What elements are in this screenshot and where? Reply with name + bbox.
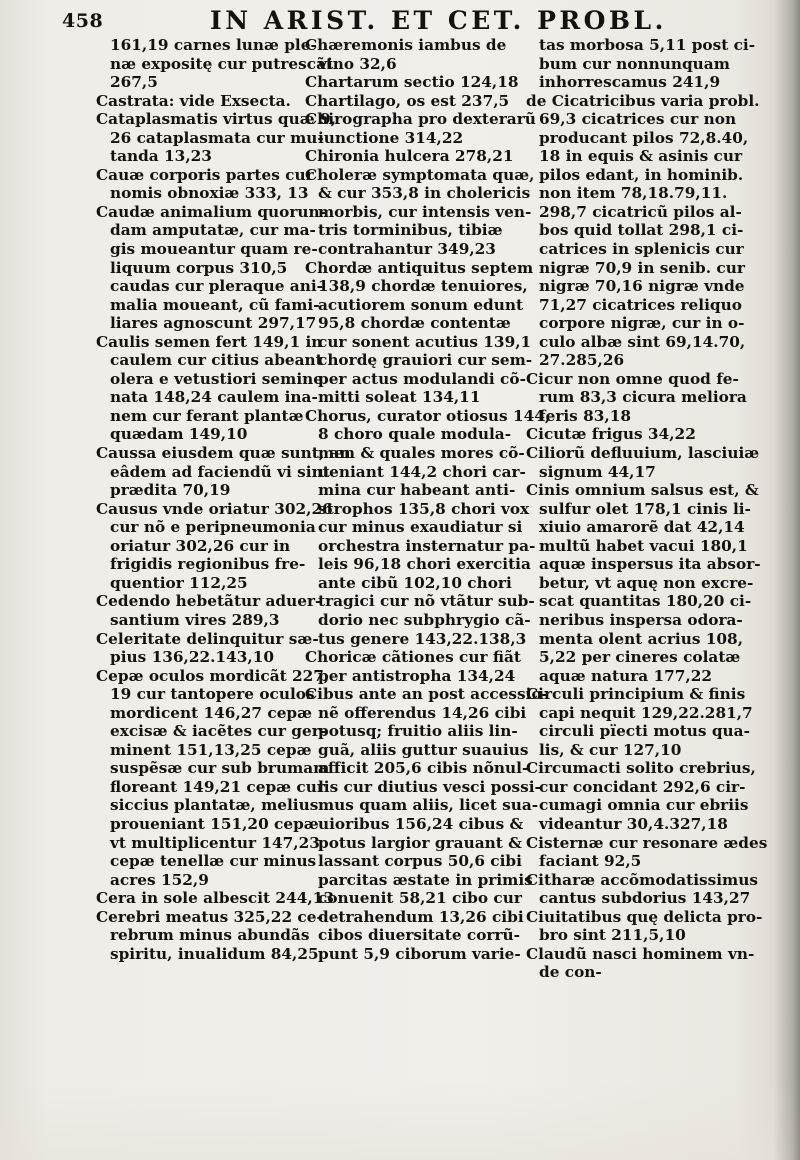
index-line: floreant 149,21 cepæ cur bbox=[110, 777, 325, 796]
index-line: betur, vt aquę non excre- bbox=[539, 573, 754, 592]
index-line: prædita 70,19 bbox=[110, 481, 231, 500]
binding-edge-shadow bbox=[774, 0, 800, 1160]
index-line: 26 cataplasmata cur mu- bbox=[110, 128, 324, 147]
index-line: Castrata: vide Exsecta. bbox=[96, 91, 291, 110]
index-line: malia moueant, cũ fami- bbox=[110, 295, 320, 314]
index-line: lis, & cur 127,10 bbox=[539, 740, 682, 759]
index-line: Cibus ante an post accessio- bbox=[305, 685, 549, 704]
index-line: non item 78,18.79,11. bbox=[539, 184, 728, 203]
index-line: 19 cur tantopere oculos bbox=[110, 685, 315, 704]
index-line: leis 96,18 chori exercitia bbox=[318, 555, 531, 574]
index-line: aquæ inspersus ita absor- bbox=[539, 555, 761, 574]
index-line: rum 83,3 cicura meliora bbox=[539, 388, 747, 407]
index-line: Caudæ animalium quorun- bbox=[96, 202, 327, 221]
index-line: 69,3 cicatrices cur non bbox=[539, 110, 737, 129]
index-line: pilos edant, in hominib. bbox=[539, 165, 744, 184]
index-line: tas morbosa 5,11 post ci- bbox=[539, 36, 756, 54]
index-line: caulem cur citius abeant bbox=[110, 351, 323, 370]
index-line: tris torminibus, tibiæ bbox=[318, 221, 503, 240]
index-line: Cerebri meatus 325,22 ce- bbox=[96, 907, 323, 926]
index-line: orchestra insternatur pa- bbox=[318, 536, 536, 555]
index-line: men & quales mores cõ- bbox=[318, 444, 525, 463]
index-line: nem cur ferant plantæ bbox=[110, 406, 304, 425]
index-line: quædam 149,10 bbox=[110, 425, 248, 444]
index-line: acutiorem sonum edunt bbox=[318, 295, 524, 314]
index-line: nigræ 70,9 in senib. cur bbox=[539, 258, 745, 277]
index-line: conuenit 58,21 cibo cur bbox=[318, 889, 522, 908]
index-line: Cauæ corporis partes cur bbox=[96, 165, 314, 184]
page-number: 458 bbox=[62, 10, 104, 32]
index-line: nẽ offerendus 14,26 cibi bbox=[318, 703, 527, 722]
index-line: 298,7 cicatricũ pilos al- bbox=[539, 202, 742, 221]
index-line: Cepæ oculos mordicãt 227, bbox=[96, 666, 330, 685]
index-column-2 bbox=[305, 36, 551, 963]
index-line: mordicent 146,27 cepæ bbox=[110, 703, 313, 722]
index-line: dam amputatæ, cur ma- bbox=[110, 221, 316, 240]
index-line: Causus vnde oriatur 302,26 bbox=[96, 499, 333, 518]
index-line: cumagi omnia cur ebriis bbox=[539, 796, 749, 815]
index-line: guã, aliis guttur suauius bbox=[318, 740, 529, 759]
index-line: catrices in splenicis cur bbox=[539, 240, 744, 259]
index-line: 8 choro quale modula- bbox=[318, 425, 512, 444]
index-line: quentior 112,25 bbox=[110, 573, 248, 592]
index-line: 161,19 carnes lunæ ple- bbox=[110, 36, 317, 54]
index-line: nomis obnoxiæ 333, 13 bbox=[110, 184, 309, 203]
index-line: afficit 205,6 cibis nõnul- bbox=[318, 759, 529, 778]
index-line: culo albæ sint 69,14.70, bbox=[539, 332, 746, 351]
index-line: Chironia hulcera 278,21 bbox=[305, 147, 514, 166]
index-line: Caulis semen fert 149,1 in bbox=[96, 332, 323, 351]
index-line: 71,27 cicatrices reliquo bbox=[539, 295, 742, 314]
index-line: dorio nec subphrygio cã- bbox=[318, 610, 531, 629]
index-line: 138,9 chordæ tenuiores, bbox=[318, 277, 528, 296]
index-line: potus largior grauant & bbox=[318, 833, 522, 852]
index-line: Chartilago, os est 237,5 bbox=[305, 91, 510, 110]
index-line: Chæremonis iambus de bbox=[305, 36, 507, 54]
index-line: bum cur nonnunquam bbox=[539, 54, 730, 73]
index-line: feris 83,18 bbox=[539, 406, 632, 425]
index-line: Cicur non omne quod fe- bbox=[526, 369, 739, 388]
index-line: Ciuitatibus quę delicta pro- bbox=[526, 907, 763, 926]
index-line: corpore nigræ, cur in o- bbox=[539, 314, 745, 333]
index-line: chordę grauiori cur sem- bbox=[318, 351, 533, 370]
index-line: Cera in sole albescit 244,13 bbox=[96, 889, 334, 908]
index-line: 27.285,26 bbox=[539, 351, 625, 370]
index-line: Caussa eiusdem quæ sunt, an bbox=[96, 444, 351, 463]
index-line: gis moueantur quam re- bbox=[110, 240, 318, 259]
index-line: liares agnoscunt 297,17 bbox=[110, 314, 317, 333]
index-line: neribus inspersa odora- bbox=[539, 610, 743, 629]
index-line: faciant 92,5 bbox=[539, 852, 642, 871]
index-column-3 bbox=[526, 36, 784, 982]
index-line: pius 136,22.143,10 bbox=[110, 648, 274, 667]
index-line: tus genere 143,22.138,3 bbox=[318, 629, 527, 648]
index-line: tragici cur nõ vtãtur sub- bbox=[318, 592, 535, 611]
index-line: suspẽsæ cur sub brumam bbox=[110, 759, 330, 778]
index-line: Cinis omnium salsus est, & bbox=[526, 481, 759, 500]
index-line: Circumacti solito crebrius, bbox=[526, 759, 756, 778]
index-line: 5,22 per cineres colatæ bbox=[539, 648, 741, 667]
index-line: strophos 135,8 chori vox bbox=[318, 499, 530, 518]
index-line: Celeritate delinquitur sæ- bbox=[96, 629, 319, 648]
index-line: Citharæ accõmodatissimus bbox=[526, 870, 758, 889]
index-line: detrahendum 13,26 cibi bbox=[318, 907, 524, 926]
index-line: liquum corpus 310,5 bbox=[110, 258, 288, 277]
index-line: iunctione 314,22 bbox=[318, 128, 464, 147]
index-line: cur nõ e peripneumonia bbox=[110, 518, 316, 537]
index-line: Circuli principium & finis bbox=[526, 685, 746, 704]
index-line: bos quid tollat 298,1 ci- bbox=[539, 221, 744, 240]
index-line: tanda 13,23 bbox=[110, 147, 212, 166]
index-line: Cicutæ frigus 34,22 bbox=[526, 425, 696, 444]
index-line: Choricæ cãtiones cur fiãt bbox=[305, 648, 521, 667]
index-line: morbis, cur intensis ven- bbox=[318, 202, 532, 221]
index-line: olera e vetustiori semine bbox=[110, 369, 323, 388]
index-line: cur minus exaudiatur si bbox=[318, 518, 523, 537]
index-line: cur sonent acutius 139,1 bbox=[318, 332, 532, 351]
index-line: de Cicatricibus varia probl. bbox=[526, 91, 760, 110]
index-line: mitti soleat 134,11 bbox=[318, 388, 481, 407]
index-line: menta olent acrius 108, bbox=[539, 629, 744, 648]
index-line: contrahantur 349,23 bbox=[318, 240, 496, 259]
index-line: oriatur 302,26 cur in bbox=[110, 536, 291, 555]
index-line: uioribus 156,24 cibus & bbox=[318, 814, 524, 833]
index-line: 18 in equis & asinis cur bbox=[539, 147, 743, 166]
index-line: producant pilos 72,8.40, bbox=[539, 128, 749, 147]
index-line: rebrum minus abundãs bbox=[110, 926, 310, 945]
index-line: mina cur habeant anti- bbox=[318, 481, 516, 500]
index-line: 267,5 bbox=[110, 73, 158, 92]
index-line: caudas cur pleraque ani- bbox=[110, 277, 323, 296]
index-line: cantus subdorius 143,27 bbox=[539, 889, 751, 908]
index-line: lis cur diutius vesci possi- bbox=[318, 777, 541, 796]
index-line: signum 44,17 bbox=[539, 462, 656, 481]
index-line: ueniant 144,2 chori car- bbox=[318, 462, 526, 481]
index-line: excisæ & iacẽtes cur ger- bbox=[110, 722, 327, 741]
index-line: per antistropha 134,24 bbox=[318, 666, 516, 685]
index-line: de con- bbox=[539, 963, 602, 982]
index-line: Chordæ antiquitus septem bbox=[305, 258, 534, 277]
index-line: punt 5,9 ciborum varie- bbox=[318, 944, 521, 963]
index-line: santium vires 289,3 bbox=[110, 610, 280, 629]
page-bottom-shade bbox=[0, 1080, 800, 1160]
index-line: Ciliorũ defluuium, lasciuiæ bbox=[526, 444, 760, 463]
index-line: cur concidant 292,6 cir- bbox=[539, 777, 746, 796]
index-line: & cur 353,8 in cholericis bbox=[318, 184, 531, 203]
index-line: capi nequit 129,22.281,7 bbox=[539, 703, 753, 722]
index-line: næ expositę cur putrescãt bbox=[110, 54, 334, 73]
index-line: nata 148,24 caulem ina- bbox=[110, 388, 318, 407]
index-line: cepæ tenellæ cur minus bbox=[110, 852, 317, 871]
index-line: videantur 30,4.327,18 bbox=[539, 814, 728, 833]
index-line: lassant corpus 50,6 cibi bbox=[318, 852, 522, 871]
index-line: Cedendo hebetãtur aduer- bbox=[96, 592, 322, 611]
index-line: vino 32,6 bbox=[318, 54, 397, 73]
index-line: siccius plantatæ, melius bbox=[110, 796, 319, 815]
index-line: potusq; fruitio aliis lin- bbox=[318, 722, 518, 741]
index-line: cibos diuersitate corrũ- bbox=[318, 926, 521, 945]
index-column-1 bbox=[96, 36, 351, 963]
index-line: sulfur olet 178,1 cinis li- bbox=[539, 499, 751, 518]
index-line: scat quantitas 180,20 ci- bbox=[539, 592, 752, 611]
index-line: xiuio amarorẽ dat 42,14 bbox=[539, 518, 745, 537]
index-line: minent 151,13,25 cepæ bbox=[110, 740, 312, 759]
index-line: Chartarum sectio 124,18 bbox=[305, 73, 519, 92]
index-line: proueniant 151,20 cepæ bbox=[110, 814, 319, 833]
index-line: inhorrescamus 241,9 bbox=[539, 73, 721, 92]
index-line: Choleræ symptomata quæ, bbox=[305, 165, 535, 184]
index-line: circuli pïecti motus qua- bbox=[539, 722, 750, 741]
index-line: eâdem ad faciendũ vi sint bbox=[110, 462, 330, 481]
index-line: acres 152,9 bbox=[110, 870, 209, 889]
running-head: IN ARIST. ET CET. PROBL. bbox=[210, 6, 667, 35]
index-line: nigræ 70,16 nigræ vnde bbox=[539, 277, 745, 296]
index-line: Cisternæ cur resonare ædes bbox=[526, 833, 768, 852]
index-line: Chorus, curator otiosus 144, bbox=[305, 406, 551, 425]
index-line: aquæ natura 177,22 bbox=[539, 666, 713, 685]
index-line: Claudũ nasci hominem vn- bbox=[526, 944, 755, 963]
index-line: bro sint 211,5,10 bbox=[539, 926, 686, 945]
index-line: per actus modulandi cõ- bbox=[318, 369, 526, 388]
index-line: ante cibũ 102,10 chori bbox=[318, 573, 512, 592]
index-line: multũ habet vacui 180,1 bbox=[539, 536, 748, 555]
index-line: frigidis regionibus fre- bbox=[110, 555, 306, 574]
index-line: mus quam aliis, licet sua- bbox=[318, 796, 539, 815]
index-line: vt multiplicentur 147,23 bbox=[110, 833, 320, 852]
index-line: Chirographa pro dexterarũ bbox=[305, 110, 536, 129]
index-line: Cataplasmatis virtus quæ 9, bbox=[96, 110, 336, 129]
page-header bbox=[0, 6, 800, 40]
index-line: spiritu, inualidum 84,25 bbox=[110, 944, 319, 963]
index-line: parcitas æstate in primis bbox=[318, 870, 533, 889]
index-line: 95,8 chordæ contentæ bbox=[318, 314, 511, 333]
